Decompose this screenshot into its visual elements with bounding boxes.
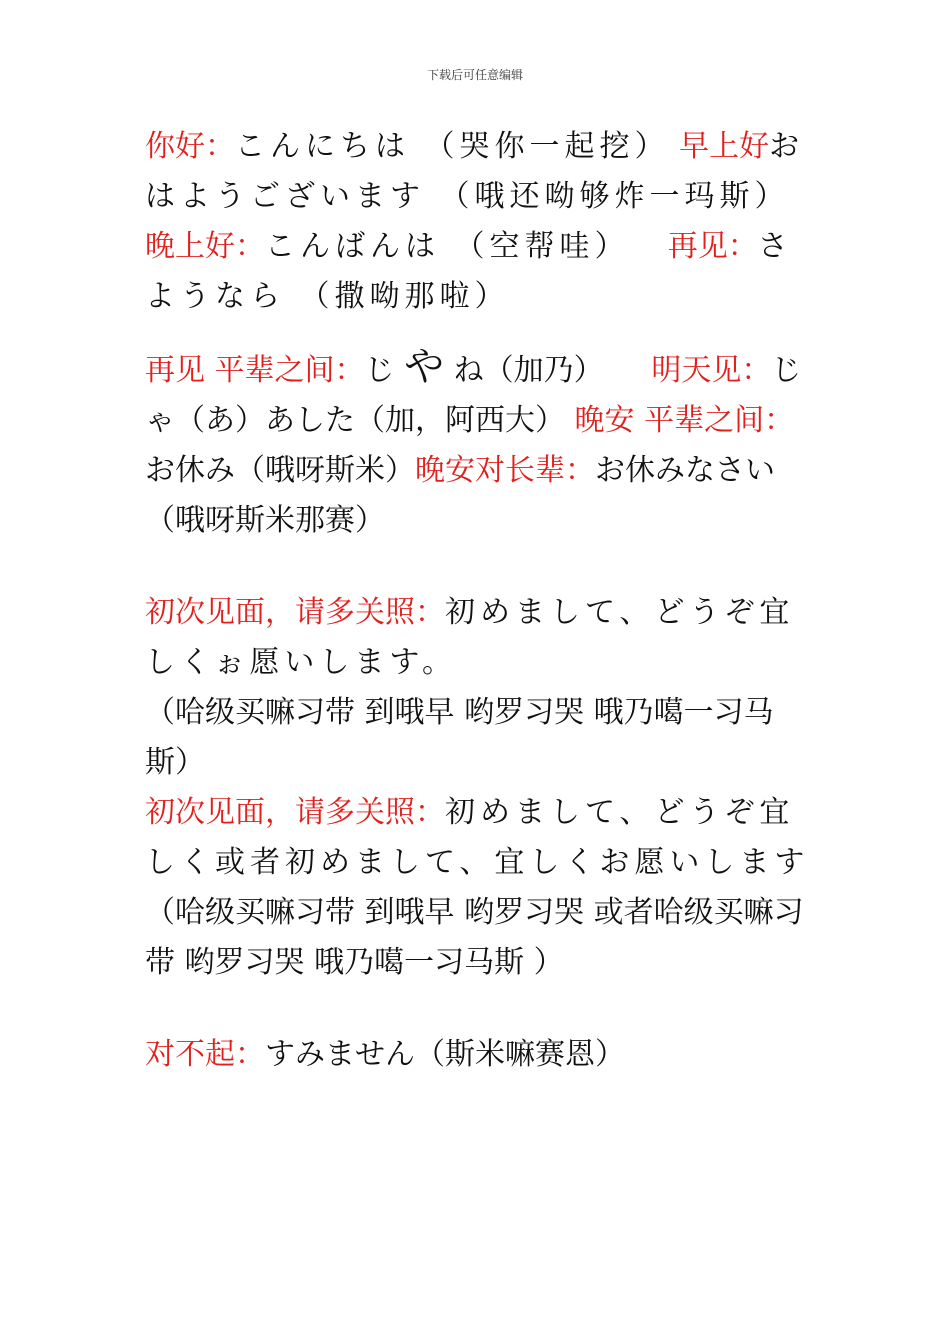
phrase-japanese: じゃ（あ）あした（加，阿西大） <box>145 353 802 438</box>
phrase-japanese: おはようございます （哦还呦够炸一玛斯） <box>145 129 805 214</box>
phrase-label: 再见： <box>667 229 758 264</box>
phrase-label: 明天见： <box>651 353 772 388</box>
phrase-japanese: じ <box>364 353 395 388</box>
phrase-reading: （哈级买嘛习带 到哦早 哟罗习哭 哦乃噶一习马斯） <box>145 695 774 780</box>
page-header: 下载后可任意编辑 <box>426 68 523 82</box>
phrase-japanese: こんにちは （哭你一起挖） <box>235 129 670 164</box>
phrase-japanese: 初めまして、どうぞ宜しくぉ愿いします。 <box>145 595 795 680</box>
phrase-label: 晚安 平辈之间： <box>574 403 795 438</box>
phrase-label: 对不起： <box>145 1037 265 1072</box>
phrase-label: 晚上好： <box>145 229 265 264</box>
phrase-label: 早上好 <box>679 129 770 164</box>
phrase-japanese: さようなら （撒呦那啦） <box>145 229 793 314</box>
phrase-block <box>145 122 810 322</box>
phrase-label: 晚安对长辈： <box>415 453 595 488</box>
phrase-label: 你好： <box>145 129 235 164</box>
phrase-label: 初次见面，请多关照： <box>145 595 445 630</box>
phrase-japanese: ね（加乃） <box>453 353 604 388</box>
phrase-japanese: お休み（哦呀斯米） <box>145 453 415 488</box>
phrase-block <box>145 588 810 988</box>
phrase-block <box>145 1030 810 1080</box>
phrase-reading: （哈级买嘛习带 到哦早 哟罗习哭 或者哈级买嘛习带 哟罗习哭 哦乃噶一习马斯 ） <box>145 895 804 980</box>
phrase-japanese: こんばんは （空帮哇） <box>265 229 630 264</box>
phrase-japanese-large: や <box>404 344 445 390</box>
phrase-japanese: お休みなさい（哦呀斯米那赛） <box>145 453 775 538</box>
phrase-block <box>145 342 810 546</box>
phrase-japanese: 初めまして、どうぞ宜しく或者初めまして、宜しくお愿いします <box>145 795 810 880</box>
phrase-list <box>145 122 810 1080</box>
phrase-label: 再见 平辈之间： <box>145 353 365 388</box>
phrase-japanese: すみません（斯米嘛赛恩） <box>265 1037 625 1072</box>
phrase-label: 初次见面，请多关照： <box>145 795 445 830</box>
